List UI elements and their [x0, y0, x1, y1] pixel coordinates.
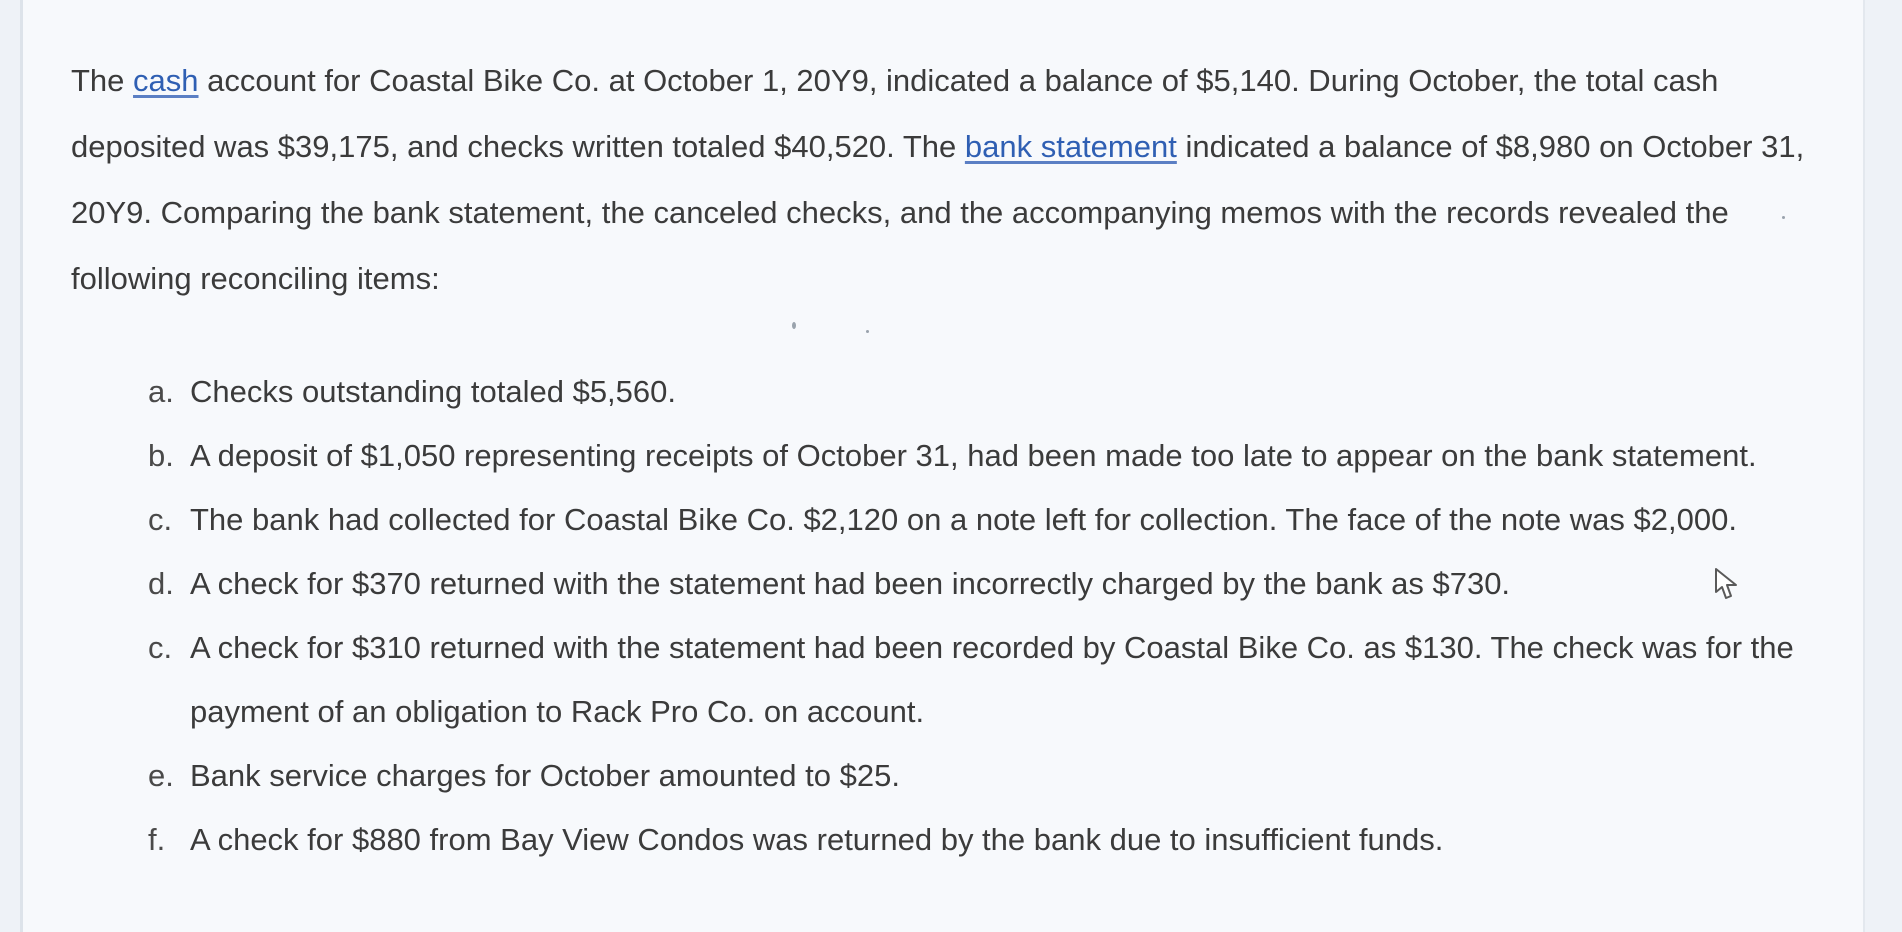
problem-intro: [71, 48, 1841, 312]
item-marker: e.: [148, 758, 174, 793]
item-marker: c.: [148, 630, 173, 665]
list-item: [148, 744, 1848, 808]
item-text: A check for $880 from Bay View Condos was returned by the bank due to insufficient funds.: [190, 822, 1444, 857]
item-text: A check for $310 returned with the statement had been recorded by Coastal Bike Co. as $130. The check was for the payment of an obligation to Rack Pro Co. on account.: [190, 630, 1794, 729]
list-item: [148, 616, 1848, 744]
item-marker: a.: [148, 374, 174, 409]
item-text: The bank had collected for Coastal Bike Co. $2,120 on a note left for collection. The face of the note was $2,000.: [190, 502, 1737, 537]
list-item: [148, 552, 1848, 616]
reconciling-items-list: [148, 360, 1848, 872]
mouse-pointer-icon: [1712, 566, 1746, 602]
list-item: [148, 424, 1848, 488]
item-text: A check for $370 returned with the statement had been incorrectly charged by the bank as $730.: [190, 566, 1511, 601]
item-marker: d.: [148, 566, 174, 601]
dust-speck: [792, 322, 796, 329]
item-marker: b.: [148, 438, 174, 473]
intro-text-3: indicated a balance of $8,980 on October 31, 20Y9. Comparing the bank statement, the canceled checks, and the accompanying memos with the records revealed the following reconciling items:: [71, 129, 1805, 296]
intro-text-1: The: [71, 63, 134, 98]
list-item: [148, 808, 1848, 872]
item-text: Bank service charges for October amounted to $25.: [190, 758, 900, 793]
list-item: [148, 488, 1848, 552]
problem-panel: [20, 0, 1865, 932]
dust-speck: [866, 330, 869, 333]
item-marker: c.: [148, 502, 173, 537]
list-item: [148, 360, 1848, 424]
item-marker: f.: [148, 822, 166, 857]
item-text: A deposit of $1,050 representing receipts of October 31, had been made too late to appear on the bank statement.: [190, 438, 1757, 473]
dust-speck: [1782, 216, 1785, 219]
item-text: Checks outstanding totaled $5,560.: [190, 374, 677, 409]
cash-link[interactable]: cash: [133, 63, 199, 98]
bank-statement-link[interactable]: bank statement: [964, 129, 1177, 164]
intro-text-2: account for Coastal Bike Co. at October 1, 20Y9, indicated a balance of $5,140. During October, the total cash deposited was $39,175, and checks written totaled $40,520. The: [71, 63, 1719, 164]
